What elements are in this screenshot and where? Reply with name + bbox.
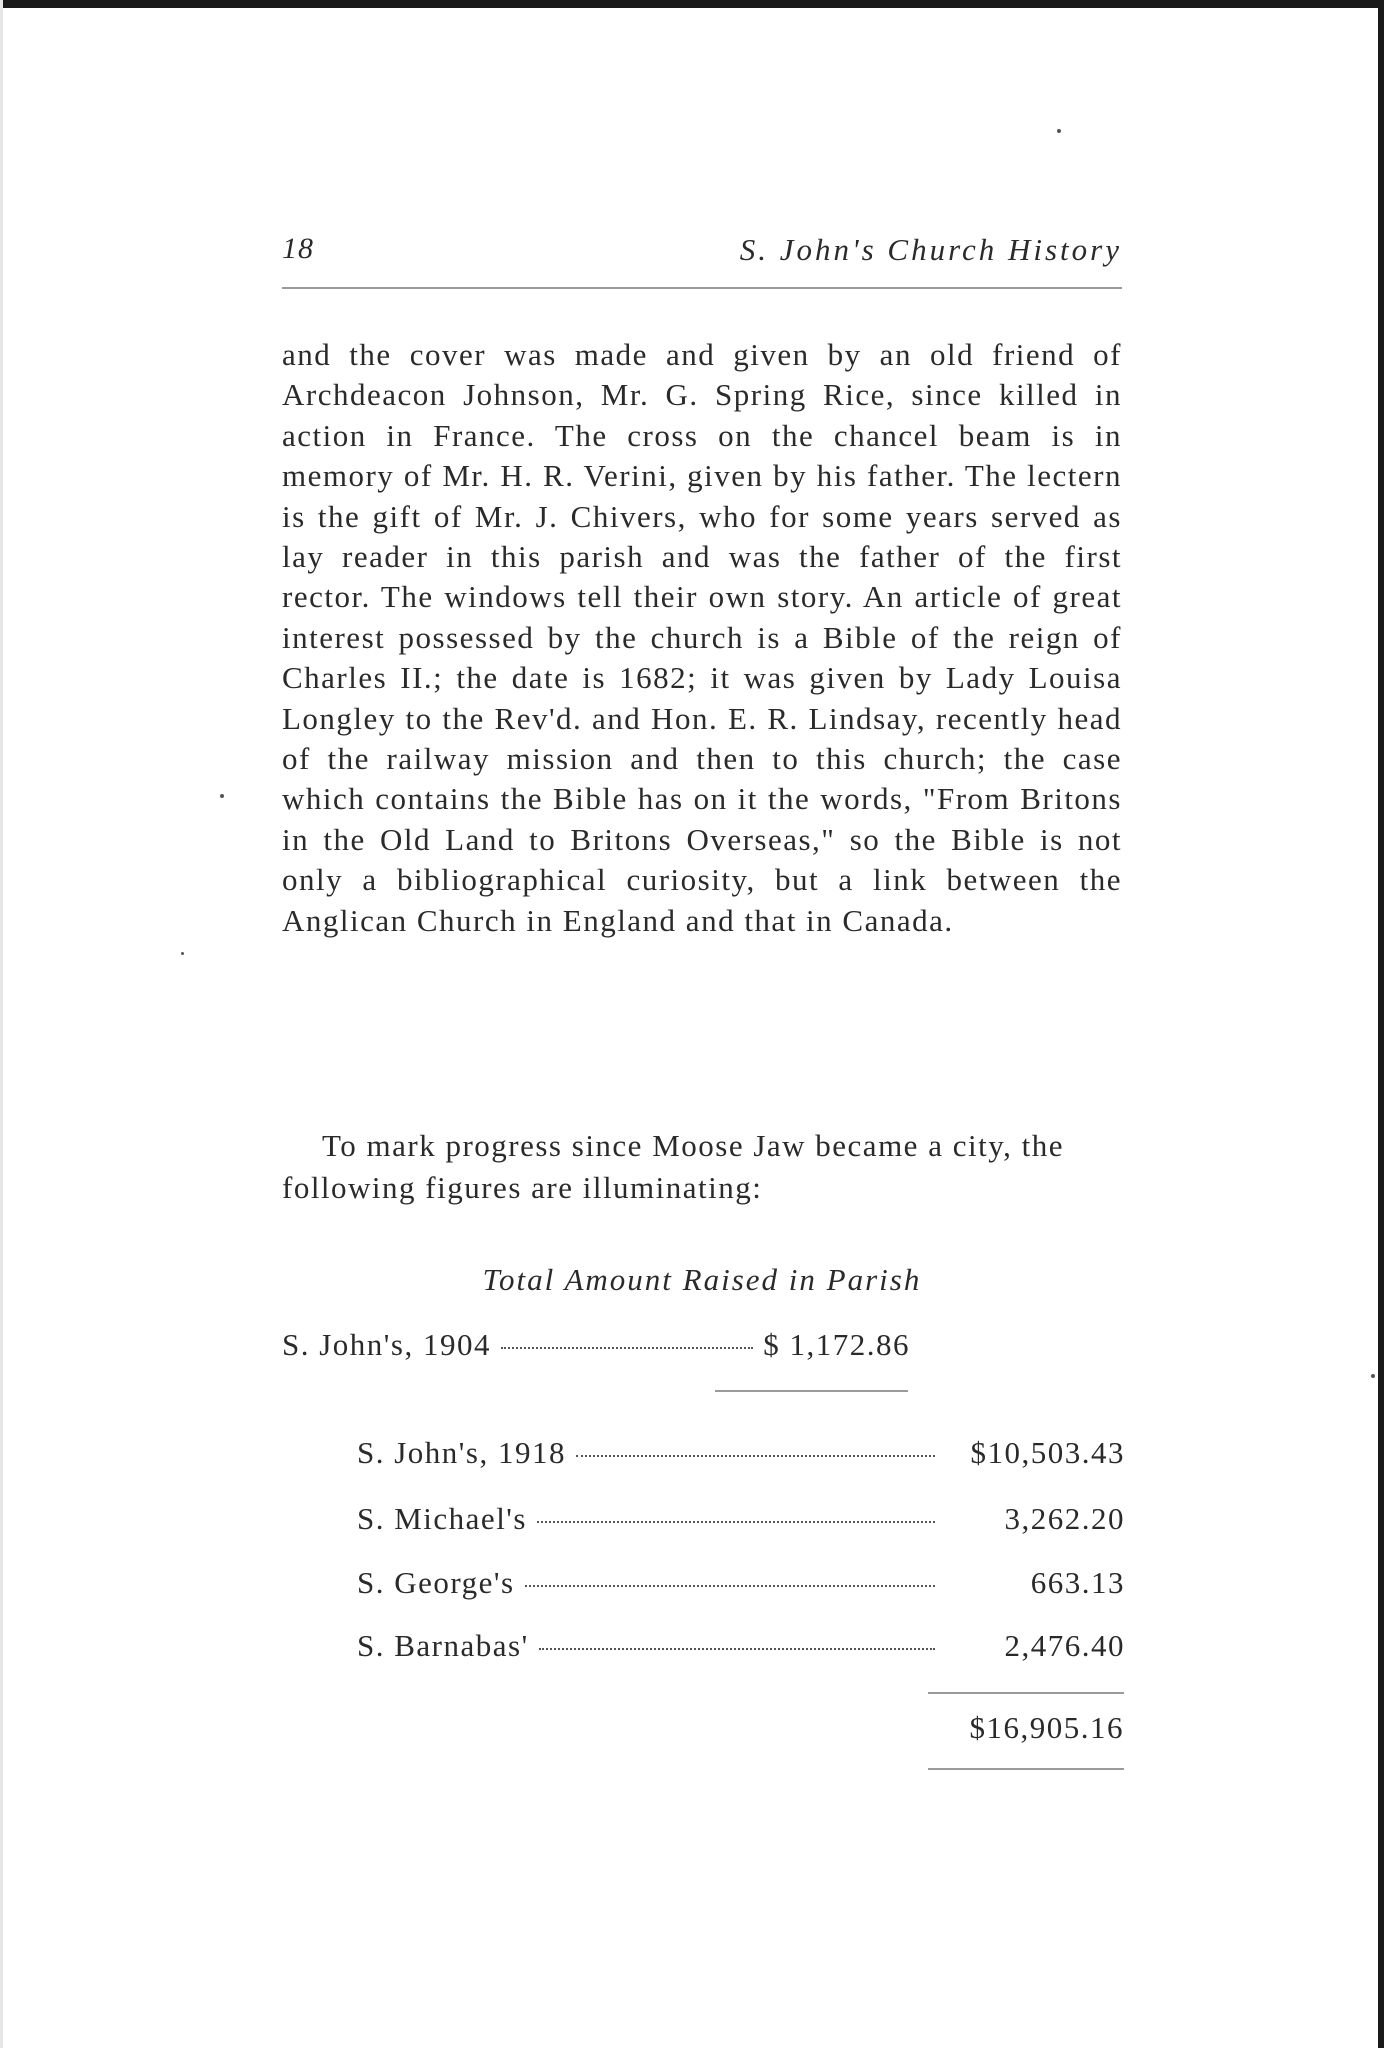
table-row [357, 1501, 1125, 1537]
scan-border-left [0, 0, 3, 2048]
table-row [357, 1565, 1125, 1601]
scan-speck [1057, 129, 1061, 133]
rule-1904 [715, 1390, 908, 1392]
row-label: S. John's, 1918 [357, 1435, 566, 1470]
scan-speck [1371, 1374, 1375, 1378]
total-amount: $16,905.16 [969, 1710, 1124, 1745]
dot-leader [539, 1648, 935, 1650]
row-amount: 2,476.40 [1004, 1628, 1125, 1663]
row-label: S. George's [357, 1565, 515, 1600]
table-row [357, 1628, 1125, 1664]
dot-leader [537, 1521, 935, 1523]
body-paragraph: and the cover was made and given by an old friend of Archdeacon Johnson, Mr. G. Spring Rice, since killed in action in France. The cross on the chancel beam is in memory of Mr. H. R. Verini, given by his father. The lectern is the gift of Mr. J. Chivers, who for some years served as lay reader in this parish and was the father of the first rector. The windows tell their own story. An article of great interest possessed by the church is a Bible of the reign of Charles II.; the date is 1682; it was given by Lady Louisa Longley to the Rev'd. and Hon. E. R. Lindsay, recently head of the railway mission and then to this church; the case which contains the Bible has on it the words, "From Britons in the Old Land to Britons Overseas," so the Bible is not only a bibliographical curiosity, but a link between the Anglican Church in England and that in Canada. [282, 337, 1122, 938]
scan-speck [220, 794, 224, 798]
total-rule [928, 1692, 1124, 1694]
row-amount: $10,503.43 [970, 1435, 1125, 1470]
intro-paragraph: To mark progress since Moose Jaw became a city, the following figures are illuminating: [282, 1128, 1065, 1205]
running-title: S. John's Church History [739, 232, 1122, 267]
row-label: S. Michael's [357, 1501, 527, 1536]
row-amount: $ 1,172.86 [763, 1327, 910, 1362]
row-label: S. Barnabas' [357, 1628, 529, 1663]
scan-border-right [1378, 0, 1384, 2048]
dot-leader [525, 1585, 935, 1587]
scan-speck [181, 952, 184, 955]
row-1904 [282, 1327, 910, 1363]
table-title: Total Amount Raised in Parish [482, 1262, 922, 1297]
dot-leader [501, 1347, 753, 1349]
table-row [357, 1435, 1125, 1471]
header-rule [282, 287, 1122, 289]
bottom-rule [928, 1768, 1124, 1770]
scan-border-top [0, 0, 1384, 8]
row-label: S. John's, 1904 [282, 1327, 491, 1362]
row-amount: 663.13 [1030, 1565, 1125, 1600]
dot-leader [576, 1455, 935, 1457]
page-number: 18 [282, 232, 314, 265]
row-amount: 3,262.20 [1004, 1501, 1125, 1536]
running-head [282, 232, 1122, 278]
